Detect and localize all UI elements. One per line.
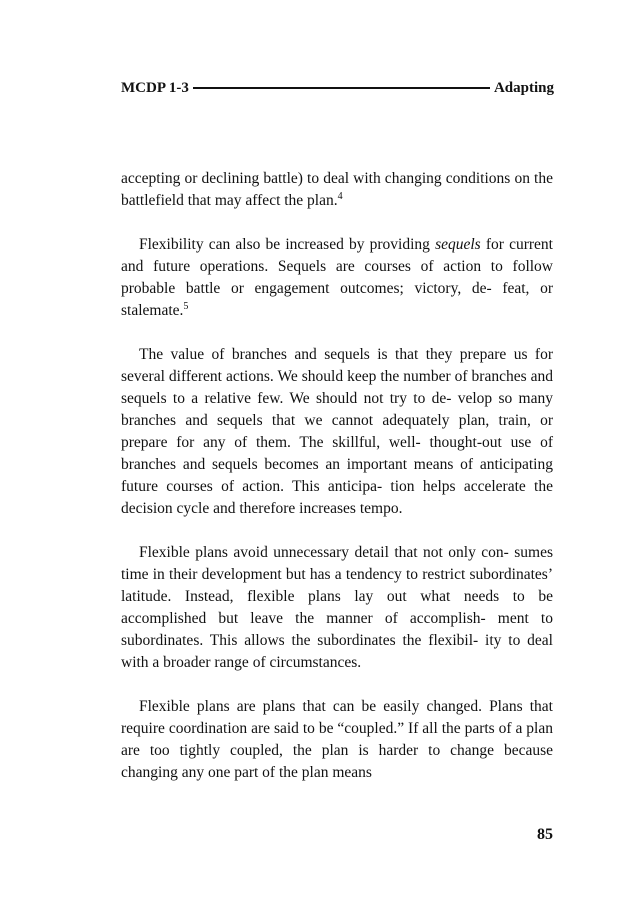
paragraph-text: Flexible plans avoid unnecessary detail that not only con- sumes time in their development but has a tendency to restrict subordinates’ latitude. Instead, flexible plans lay out what needs to be accomplished but leave the manner of accomplish- ment to subordinates. This allows the subordinates the flexibil- ity to deal with a broader range of circumstances. <box>121 544 553 671</box>
paragraph <box>121 168 553 212</box>
running-header <box>121 78 554 98</box>
paragraph-text: Flexibility can also be increased by providing <box>139 236 436 253</box>
emphasized-term: sequels <box>435 236 481 253</box>
paragraph <box>121 234 553 322</box>
header-chapter-title: Adapting <box>493 79 554 96</box>
paragraph <box>121 344 553 520</box>
paragraph-text: accepting or declining battle) to deal with changing conditions on the battlefield that may affect the plan. <box>121 170 553 209</box>
footnote-reference: 4 <box>337 190 343 202</box>
page-number: 85 <box>537 826 553 843</box>
header-publication-id: MCDP 1-3 <box>121 79 189 96</box>
header-rule <box>193 87 490 89</box>
paragraph-text: for current and future operations. Sequels are courses of action to follow probable battle or engagement outcomes; victory, de- feat, or stalemate. <box>121 236 553 319</box>
paragraph-text: The value of branches and sequels is that they prepare us for several different actions. We should keep the number of branches and sequels to a relative few. We should not try to de- velop so many branches and sequels that we cannot adequately plan, train, or prepare for any of them. The skillful, well- thought-out use of branches and sequels becomes an important means of anticipating future courses of action. This anticipa- tion helps accelerate the decision cycle and therefore increases tempo. <box>121 346 553 517</box>
paragraph <box>121 542 553 674</box>
body-text <box>121 168 553 806</box>
paragraph <box>121 696 553 784</box>
paragraph-text: Flexible plans are plans that can be easily changed. Plans that require coordination are said to be “coupled.” If all the parts of a plan are too tightly coupled, the plan is harder to change because changing any one part of the plan means <box>121 698 553 781</box>
footnote-reference: 5 <box>183 300 189 312</box>
